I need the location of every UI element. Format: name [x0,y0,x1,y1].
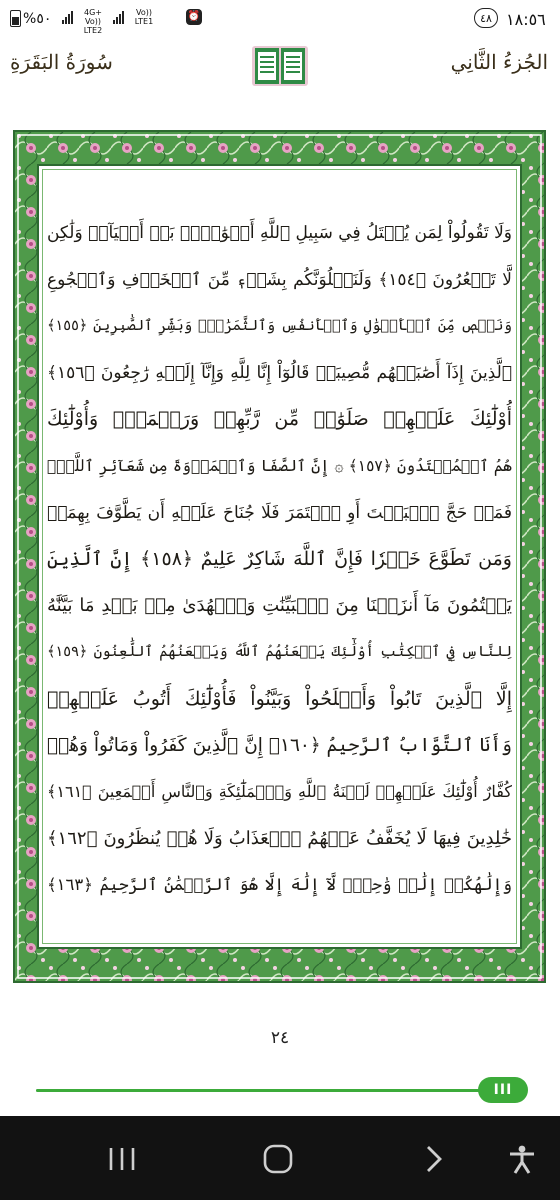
page-number: ٢٤ [270,1028,290,1048]
home-icon[interactable] [258,1144,298,1174]
signal-bars-icon [113,8,124,24]
quran-page-content[interactable] [37,164,522,949]
clock: ١٨:٥٦ [506,10,546,29]
verse-line[interactable]: وَإِلَٰهُكُمۡ إِلَٰهٞ وَٰحِدٞۖ لَّآ إِلَٰهَ إِلَّا هُوَ ٱلرَّحۡمَٰنُ ٱلرَّحِيمُ ﴿١٦٣﴾ [47,875,512,895]
mushaf-frame [13,130,546,983]
verse-line[interactable]: أُوْلَٰٓئِكَ عَلَيۡهِمۡ صَلَوَٰتٞ مِّن رَّبِّهِمۡ وَرَحۡمَةٞۖ وَأُوْلَٰٓئِكَ [47,408,512,431]
back-icon[interactable] [414,1144,454,1174]
verse-line[interactable]: وَمَن تَطَوَّعَ خَيۡرٗا فَإِنَّ ٱللَّهَ شَاكِرٌ عَلِيمٌ ﴿١٥٨﴾ إِنَّ ٱلَّذِينَ [47,548,512,571]
juz-title[interactable]: الجُزءُ الثَّانِي [450,50,548,74]
notification-count-badge: ٤٨ [474,8,498,28]
page-slider-thumb[interactable]: III [478,1077,528,1103]
accessibility-icon[interactable] [502,1144,542,1174]
alarm-icon: ⏰ [186,9,202,25]
verse-line[interactable]: هُمُ ٱلۡمُهۡتَدُونَ ﴿١٥٧﴾ ۞ إِنَّ ٱلصَّفَا وَٱلۡمَرۡوَةَ مِن شَعَآئِرِ ٱللَّهِۖ [47,456,512,475]
verse-line[interactable]: لَّا تَشۡعُرُونَ ﴿١٥٤﴾ وَلَنَبۡلُوَنَّكُم بِشَيۡءٖ مِّنَ ٱلۡخَوۡفِ وَٱلۡجُوعِ [47,269,512,290]
signal-1-label: 4G+ Vo)) LTE2 [83,8,103,35]
status-extras [186,9,202,25]
verse-line[interactable]: خَٰلِدِينَ فِيهَا لَا يُخَفَّفُ عَنۡهُمُ ٱلۡعَذَابُ وَلَا هُمۡ يُنظَرُونَ ﴿١٦٢﴾ [47,827,512,849]
page-slider-track[interactable] [36,1089,522,1092]
page-slider-fill [36,1089,507,1092]
battery-percent: %٥٠ [23,10,52,27]
verse-line[interactable]: وَأَنَا ٱلتَّوَّابُ ٱلرَّحِيمُ ﴿١٦٠﴾ إِنَّ ٱلَّذِينَ كَفَرُواْ وَمَاتُواْ وَهُمۡ [47,734,512,756]
verse-lines[interactable] [47,210,512,909]
signal-bars-icon [62,8,73,24]
verse-line[interactable]: فَمَنۡ حَجَّ ٱلۡبَيۡتَ أَوِ ٱعۡتَمَرَ فَلَا جُنَاحَ عَلَيۡهِ أَن يَطَّوَّفَ بِهِمَاۚ [47,502,512,523]
verse-line[interactable]: إِلَّا ٱلَّذِينَ تَابُواْ وَأَصۡلَحُواْ وَبَيَّنُواْ فَأُوْلَٰٓئِكَ أَتُوبُ عَلَيۡهِمۡ [47,687,512,710]
verse-line[interactable]: لِلنَّاسِ فِي ٱلۡكِتَٰبِ أُوْلَٰٓئِكَ يَلۡعَنُهُمُ ٱللَّهُ وَيَلۡعَنُهُمُ ٱللَّٰعِنُونَ ﴿١٥٩﴾ [47,644,512,661]
signal-indicators [62,8,158,35]
battery-indicator [10,10,51,27]
verse-line[interactable]: وَلَا تَقُولُواْ لِمَن يُقۡتَلُ فِي سَبِيلِ ٱللَّهِ أَمۡوَٰتُۢۚ بَلۡ أَحۡيَآءٞ وَلَٰكِن [47,223,512,243]
verse-line[interactable]: وَنَقۡصٖ مِّنَ ٱلۡأَمۡوَٰلِ وَٱلۡأَنفُسِ وَٱلثَّمَرَٰتِۗ وَبَشِّرِ ٱلصَّٰبِرِينَ ﴿١٥٥﴾ [47,318,512,335]
recent-apps-icon[interactable] [102,1144,142,1174]
battery-icon [10,10,21,27]
page-header [0,38,560,94]
open-book-icon[interactable] [251,44,309,88]
navigation-bar [0,1116,560,1200]
signal-2-label: Vo)) LTE1 [134,8,154,26]
surah-title[interactable]: سُورَةُ البَقَرَةِ [10,50,113,74]
verse-line[interactable]: كُفَّارٌ أُوْلَٰٓئِكَ عَلَيۡهِمۡ لَعۡنَةُ ٱللَّهِ وَٱلۡمَلَٰٓئِكَةِ وَٱلنَّاسِ أَجۡمَعِينَ ﴿١٦١﴾ [47,782,512,802]
verse-line[interactable]: يَكۡتُمُونَ مَآ أَنزَلۡنَا مِنَ ٱلۡبَيِّنَٰتِ وَٱلۡهُدَىٰ مِنۢ بَعۡدِ مَا بَيَّنَّٰهُ [47,594,512,616]
verse-line[interactable]: ٱلَّذِينَ إِذَآ أَصَٰبَتۡهُم مُّصِيبَةٞ قَالُوٓاْ إِنَّا لِلَّهِ وَإِنَّآ إِلَيۡهِ رَٰجِعُونَ ﴿١٥٦﴾ [47,362,512,383]
status-bar [0,0,560,38]
